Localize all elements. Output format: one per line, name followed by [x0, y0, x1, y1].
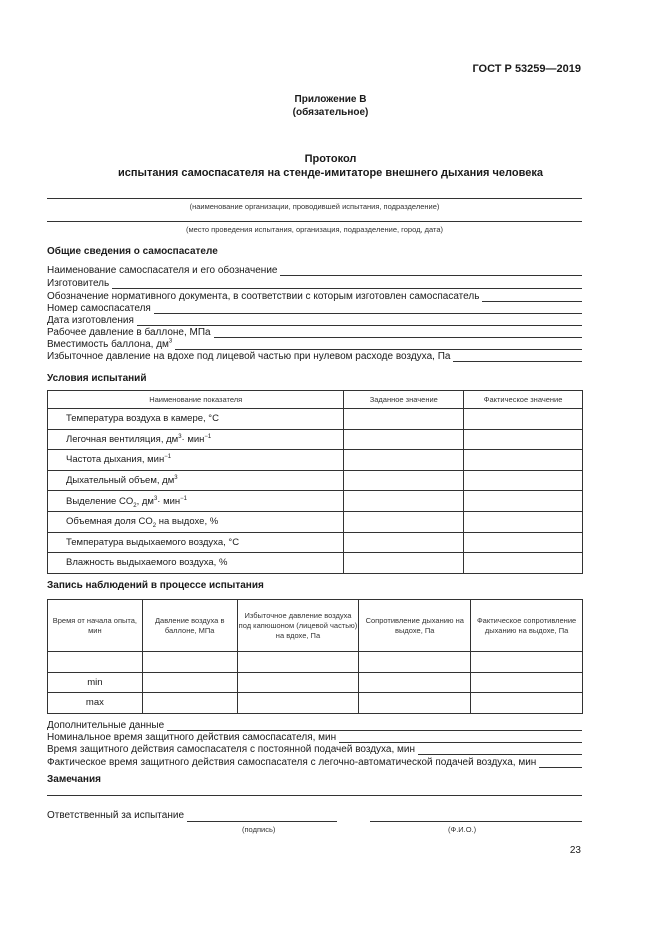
- field-manufacturer[interactable]: [47, 277, 582, 289]
- table-cell[interactable]: [344, 470, 464, 491]
- table-cell[interactable]: [464, 553, 583, 574]
- row-label: Объемная доля $CO_2$ на выдохе, %: [48, 511, 344, 532]
- col-header: Сопротивление дыханию на выдохе, Па: [359, 600, 471, 652]
- field-input[interactable]: [453, 352, 582, 362]
- table-cell[interactable]: [142, 693, 237, 714]
- field-number[interactable]: [47, 302, 582, 314]
- field-label: Наименование самоспасателя и его обозначение: [47, 265, 278, 276]
- field-label: Фактическое время защитного действия самоспасателя с легочно-автоматической подачей воздуха, мин: [47, 757, 537, 768]
- row-label: Дыхательный объем, $дм^3$: [48, 470, 344, 491]
- table-row: [48, 429, 583, 450]
- observations-heading: Запись наблюдений в процессе испытания: [47, 580, 264, 591]
- table-row: [48, 532, 583, 553]
- protocol-subtitle: испытания самоспасателя на стенде-имитаторе внешнего дыхания человека: [118, 167, 543, 179]
- field-constant-time[interactable]: [47, 743, 582, 755]
- table-row: [48, 553, 583, 574]
- field-input[interactable]: [154, 304, 582, 314]
- table-cell[interactable]: [464, 470, 583, 491]
- col-header: Заданное значение: [344, 391, 464, 409]
- field-name[interactable]: [47, 264, 582, 276]
- field-input[interactable]: [112, 279, 582, 289]
- signature-label: Ответственный за испытание: [47, 810, 185, 821]
- page-number: 23: [569, 845, 581, 856]
- table-row: [48, 491, 583, 512]
- protocol-title: Протокол: [304, 153, 357, 165]
- table-header-row: [48, 391, 583, 409]
- signature-caption: (подпись): [242, 825, 276, 834]
- name-line[interactable]: [370, 821, 582, 822]
- col-header: Фактическое сопротивление дыханию на выдохе, Па: [471, 600, 583, 652]
- table-row: [48, 470, 583, 491]
- field-label: Дата изготовления: [47, 315, 134, 326]
- row-label: Выделение $CO_2$, $дм^3\cdot мин^{-1}$: [48, 491, 344, 512]
- table-cell[interactable]: [344, 553, 464, 574]
- field-input[interactable]: [137, 316, 582, 326]
- table-cell[interactable]: [464, 511, 583, 532]
- field-input[interactable]: [175, 340, 582, 350]
- col-header: Время от начала опыта, мин: [48, 600, 143, 652]
- appendix-heading: [0, 93, 661, 119]
- table-row: [48, 672, 583, 693]
- row-label: Частота дыхания, мин$^{-1}$: [48, 450, 344, 471]
- org-line[interactable]: [47, 198, 582, 199]
- field-actual-time[interactable]: [47, 756, 582, 768]
- field-label: Номинальное время защитного действия самоспасателя, мин: [47, 732, 337, 743]
- col-header: Наименование показателя: [48, 391, 344, 409]
- table-cell[interactable]: [344, 511, 464, 532]
- field-date[interactable]: [47, 314, 582, 326]
- field-input[interactable]: [167, 721, 582, 731]
- observations-table: [47, 599, 583, 714]
- table-cell[interactable]: [359, 693, 471, 714]
- conditions-table: [47, 390, 583, 574]
- appendix-title: Приложение В: [294, 94, 367, 105]
- table-cell[interactable]: [237, 652, 359, 673]
- field-label: Вместимость баллона, $дм^3$: [47, 338, 173, 350]
- row-label: min: [48, 672, 143, 693]
- field-input[interactable]: [418, 745, 582, 755]
- table-cell[interactable]: [344, 491, 464, 512]
- row-label: max: [48, 693, 143, 714]
- signature-line[interactable]: [187, 821, 337, 822]
- general-heading: Общие сведения о самоспасателе: [47, 246, 218, 257]
- field-normative-doc[interactable]: [47, 290, 582, 302]
- table-cell[interactable]: [48, 652, 143, 673]
- table-cell[interactable]: [142, 672, 237, 693]
- row-label: Температура выдыхаемого воздуха, °С: [48, 532, 344, 553]
- table-cell[interactable]: [464, 409, 583, 430]
- field-label: Дополнительные данные: [47, 720, 165, 731]
- field-additional[interactable]: [47, 719, 582, 731]
- field-input[interactable]: [482, 292, 582, 302]
- field-label: Обозначение нормативного документа, в соответствии с которым изготовлен самоспасатель: [47, 291, 480, 302]
- place-line-caption: (место проведения испытания, организация, подразделение, город, дата): [185, 225, 444, 234]
- protocol-heading: [0, 152, 661, 180]
- col-header: Давление воздуха в баллоне, МПа: [142, 600, 237, 652]
- remarks-line[interactable]: [47, 795, 582, 796]
- field-pressure[interactable]: [47, 326, 582, 338]
- org-line-caption: (наименование организации, проводившей испытания, подразделение): [189, 202, 440, 211]
- table-row: [48, 511, 583, 532]
- remarks-heading: Замечания: [47, 774, 101, 785]
- table-cell[interactable]: [359, 672, 471, 693]
- document-code: ГОСТ Р 53259—2019: [472, 63, 581, 75]
- field-input[interactable]: [539, 758, 582, 768]
- table-cell[interactable]: [471, 652, 583, 673]
- field-label: Время защитного действия самоспасателя с постоянной подачей воздуха, мин: [47, 744, 416, 755]
- table-cell[interactable]: [237, 693, 359, 714]
- field-label: Рабочее давление в баллоне, МПа: [47, 327, 211, 338]
- table-row: [48, 450, 583, 471]
- col-header: Избыточное давление воздуха под капюшоном (лицевой частью) на вдохе, Па: [237, 600, 359, 652]
- appendix-subtitle: (обязательное): [292, 107, 369, 118]
- field-label: Избыточное давление на вдохе под лицевой частью при нулевом расходе воздуха, Па: [47, 351, 451, 362]
- row-label: Влажность выдыхаемого воздуха, %: [48, 553, 344, 574]
- table-cell[interactable]: [344, 532, 464, 553]
- field-input[interactable]: [280, 266, 582, 276]
- table-row: [48, 409, 583, 430]
- name-caption: (Ф.И.О.): [448, 825, 477, 834]
- field-label: Номер самоспасателя: [47, 303, 151, 314]
- table-cell[interactable]: [471, 693, 583, 714]
- table-cell[interactable]: [471, 672, 583, 693]
- table-cell[interactable]: [359, 652, 471, 673]
- table-cell[interactable]: [464, 491, 583, 512]
- table-cell[interactable]: [344, 450, 464, 471]
- field-overpressure[interactable]: [47, 350, 582, 362]
- field-label: Изготовитель: [47, 278, 110, 289]
- field-input[interactable]: [339, 733, 582, 743]
- table-header-row: [48, 600, 583, 652]
- row-label: Температура воздуха в камере, °С: [48, 409, 344, 430]
- field-volume[interactable]: [47, 338, 582, 350]
- table-cell[interactable]: [142, 652, 237, 673]
- field-nominal-time[interactable]: [47, 731, 582, 743]
- row-label: Легочная вентиляция, $дм^3\cdot мин^{-1}$: [48, 429, 344, 450]
- table-cell[interactable]: [344, 409, 464, 430]
- col-header: Фактическое значение: [464, 391, 583, 409]
- table-cell[interactable]: [344, 429, 464, 450]
- table-cell[interactable]: [464, 450, 583, 471]
- conditions-heading: Условия испытаний: [47, 373, 147, 384]
- place-line[interactable]: [47, 221, 582, 222]
- table-row: [48, 652, 583, 673]
- field-input[interactable]: [214, 328, 582, 338]
- table-row: [48, 693, 583, 714]
- table-cell[interactable]: [464, 532, 583, 553]
- table-cell[interactable]: [464, 429, 583, 450]
- table-cell[interactable]: [237, 672, 359, 693]
